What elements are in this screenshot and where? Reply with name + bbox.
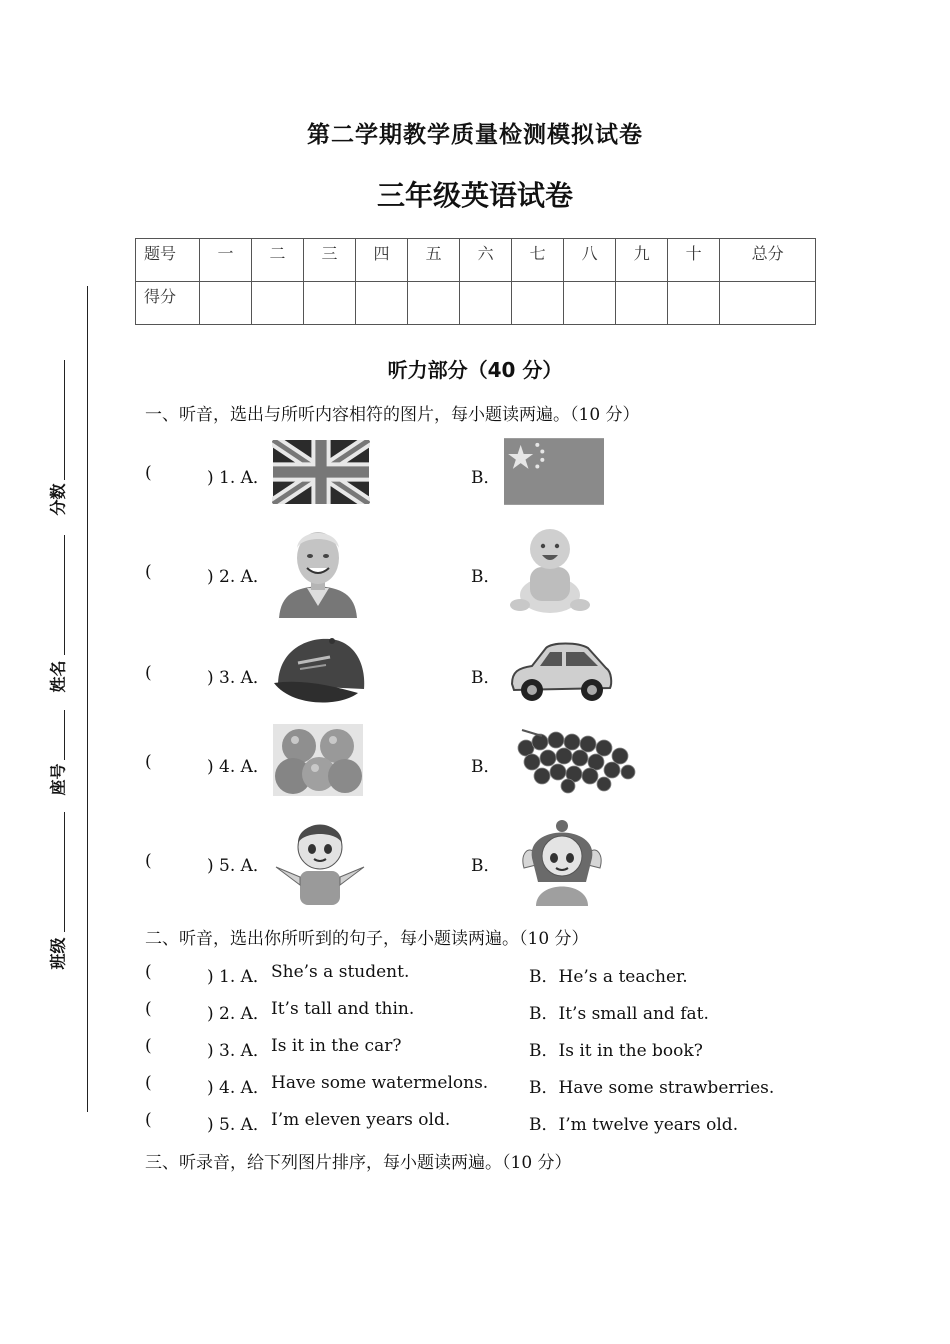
score-table-cell: 四 (356, 239, 408, 282)
exam-subtitle: 三年级英语试卷 (376, 179, 573, 212)
option-b: B．Have some strawberries. (529, 1078, 775, 1098)
option-a: Is it in the car? (271, 1036, 402, 1056)
answer-paren[interactable]: ( (145, 663, 152, 683)
side-label-score: 分数 (48, 483, 68, 516)
score-table-header-row (136, 239, 816, 282)
answer-paren[interactable]: ( (145, 1036, 152, 1056)
score-table (135, 238, 816, 325)
answer-paren[interactable]: ( (145, 463, 152, 483)
part2-question-3 (145, 1036, 865, 1060)
option-a: She’s a student. (271, 962, 410, 982)
option-b-label: B． (471, 757, 501, 777)
score-table-cell: 二 (252, 239, 304, 282)
answer-paren[interactable]: ( (145, 962, 152, 982)
answer-paren[interactable]: ( (145, 1073, 152, 1093)
score-input-cell[interactable] (616, 282, 668, 325)
part2-question-4 (145, 1073, 865, 1097)
option-b: B．Is it in the book? (529, 1041, 703, 1061)
score-input-cell[interactable] (304, 282, 356, 325)
option-b-label: B． (471, 856, 501, 876)
option-b-label: B． (471, 668, 501, 688)
side-label-class: 班级 (48, 937, 68, 970)
score-input-cell[interactable] (356, 282, 408, 325)
part2-question-2 (145, 999, 865, 1023)
score-table-cell: 八 (564, 239, 616, 282)
question-number: ) 4. A． (207, 757, 270, 777)
grapes-icon[interactable] (512, 726, 638, 794)
part1-title: 一、听音，选出与所听内容相符的图片，每小题读两遍。（10 分） (145, 405, 640, 425)
option-a: Have some watermelons. (271, 1073, 489, 1093)
question-number: ) 3. A． (207, 668, 270, 688)
old-man-icon[interactable] (277, 522, 359, 618)
boy-icon[interactable] (272, 815, 368, 905)
score-table-cell: 题号 (136, 239, 200, 282)
question-number: ) 5. A． (207, 1115, 270, 1135)
listening-heading: 听力部分（40 分） (387, 358, 563, 382)
option-b: B．It’s small and fat. (529, 1004, 709, 1024)
score-table-cell: 七 (512, 239, 564, 282)
exam-title: 第二学期教学质量检测模拟试卷 (307, 121, 643, 148)
question-number: ) 1. A． (207, 967, 270, 987)
option-b: B．I’m twelve years old. (529, 1115, 739, 1135)
score-table-score-row (136, 282, 816, 325)
answer-paren[interactable]: ( (145, 752, 152, 772)
option-b-label: B． (471, 468, 501, 488)
question-number: ) 2. A． (207, 567, 270, 587)
baby-icon[interactable] (508, 525, 592, 615)
score-input-cell[interactable] (200, 282, 252, 325)
question-number: ) 5. A． (207, 856, 270, 876)
option-b: B．He’s a teacher. (529, 967, 688, 987)
side-label-name: 姓名 (48, 660, 68, 693)
question-number: ) 2. A． (207, 1004, 270, 1024)
part2-question-5 (145, 1110, 865, 1134)
score-input-cell[interactable] (460, 282, 512, 325)
option-a: I’m eleven years old. (271, 1110, 451, 1130)
score-input-cell[interactable] (408, 282, 460, 325)
score-table-cell: 六 (460, 239, 512, 282)
question-number: ) 3. A． (207, 1041, 270, 1061)
score-input-cell[interactable] (720, 282, 816, 325)
china-flag-icon[interactable] (504, 438, 604, 505)
score-input-cell[interactable] (564, 282, 616, 325)
cap-icon[interactable] (270, 633, 370, 709)
score-table-cell: 一 (200, 239, 252, 282)
part2-question-1 (145, 962, 865, 986)
answer-paren[interactable]: ( (145, 851, 152, 871)
answer-paren[interactable]: ( (145, 1110, 152, 1130)
score-input-cell[interactable] (512, 282, 564, 325)
girl-icon[interactable] (516, 818, 608, 906)
class-blank-line[interactable] (64, 812, 65, 932)
score-table-cell: 总分 (720, 239, 816, 282)
score-table-cell: 三 (304, 239, 356, 282)
part3-title: 三、听录音，给下列图片排序，每小题读两遍。（10 分） (145, 1153, 572, 1173)
name-blank-line[interactable] (64, 535, 65, 655)
apples-icon[interactable] (273, 724, 363, 796)
answer-paren[interactable]: ( (145, 562, 152, 582)
score-table-cell: 十 (668, 239, 720, 282)
score-table-cell: 九 (616, 239, 668, 282)
binding-line (87, 286, 88, 1112)
option-b-label: B． (471, 567, 501, 587)
part2-title: 二、听音，选出你所听到的句子，每小题读两遍。（10 分） (145, 929, 589, 949)
score-table-cell: 五 (408, 239, 460, 282)
answer-paren[interactable]: ( (145, 999, 152, 1019)
side-label-seat: 座号 (48, 763, 68, 796)
score-input-cell[interactable] (668, 282, 720, 325)
car-icon[interactable] (506, 638, 616, 704)
question-number: ) 4. A． (207, 1078, 270, 1098)
score-input-cell[interactable] (252, 282, 304, 325)
seat-blank-line[interactable] (64, 710, 65, 760)
option-a: It’s tall and thin. (271, 999, 415, 1019)
uk-flag-icon[interactable] (272, 440, 370, 504)
score-row-label: 得分 (136, 282, 200, 325)
question-number: ) 1. A． (207, 468, 270, 488)
